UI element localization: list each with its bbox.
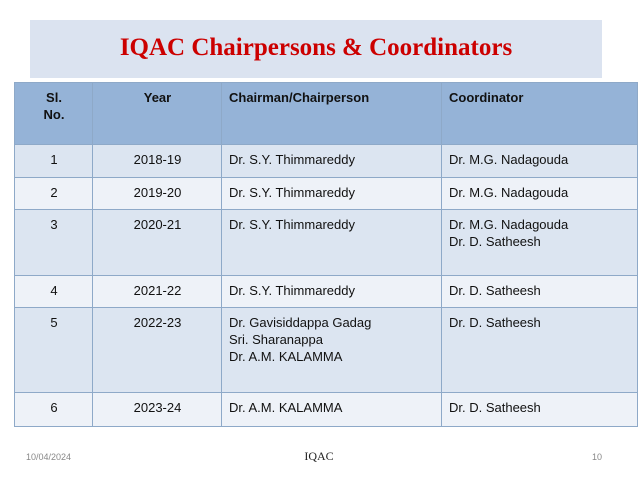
cell-sl: 4 [15,276,93,308]
header-year: Year [93,83,222,145]
coordinators-table [14,82,638,427]
cell-year: 2023-24 [93,393,222,427]
table-header-row [15,83,638,145]
coordinator-name: Dr. D. Satheesh [449,400,541,415]
table-row [15,145,638,178]
chairperson-name: Dr. S.Y. Thimmareddy [229,283,355,298]
chairperson-name: Dr. S.Y. Thimmareddy [229,185,355,200]
cell-coordinator [442,178,638,210]
header-chairperson: Chairman/Chairperson [222,83,442,145]
chairperson-name: Dr. A.M. KALAMMA [229,400,343,415]
title-band [30,20,602,78]
cell-sl: 6 [15,393,93,427]
page-number: 10 [591,452,602,462]
coordinator-name: Dr. M.G. Nadagouda [449,185,569,200]
coordinator-name: Dr. M.G. Nadagouda [449,217,569,232]
table-row [15,210,638,276]
coordinator-name: Dr. D. Satheesh [449,315,541,330]
header-sl-line1: Sl. [46,90,62,105]
cell-sl: 2 [15,178,93,210]
chairperson-name: Dr. S.Y. Thimmareddy [229,217,355,232]
cell-year: 2021-22 [93,276,222,308]
cell-coordinator [442,210,638,276]
table-row [15,178,638,210]
cell-sl: 5 [15,308,93,393]
table-row [15,276,638,308]
table-row [15,308,638,393]
cell-coordinator [442,145,638,178]
header-sl-line2: No. [43,107,65,122]
cell-chairperson [222,145,442,178]
footer-date: 10/04/2024 [26,452,72,462]
cell-year: 2019-20 [93,178,222,210]
cell-chairperson [222,276,442,308]
cell-year: 2022-23 [93,308,222,393]
chairperson-name: Dr. A.M. KALAMMA [229,349,343,364]
cell-sl: 1 [15,145,93,178]
cell-coordinator [442,276,638,308]
cell-sl: 3 [15,210,93,276]
cell-coordinator [442,308,638,393]
coordinator-name: Dr. D. Satheesh [449,283,541,298]
header-coordinator: Coordinator [442,83,638,145]
chairperson-name: Dr. S.Y. Thimmareddy [229,152,355,167]
chairperson-name: Dr. Gavisiddappa Gadag [229,315,372,330]
coordinator-name: Dr. M.G. Nadagouda [449,152,569,167]
header-sl-no [15,83,93,145]
cell-year: 2020-21 [93,210,222,276]
cell-chairperson [222,210,442,276]
slide-title: IQAC Chairpersons & Coordinators [119,34,513,61]
footer-label: IQAC [304,449,334,463]
cell-year: 2018-19 [93,145,222,178]
cell-chairperson [222,308,442,393]
coordinator-name: Dr. D. Satheesh [449,234,541,249]
chairperson-name: Sri. Sharanappa [229,332,323,347]
cell-coordinator [442,393,638,427]
table-row [15,393,638,427]
cell-chairperson [222,393,442,427]
cell-chairperson [222,178,442,210]
